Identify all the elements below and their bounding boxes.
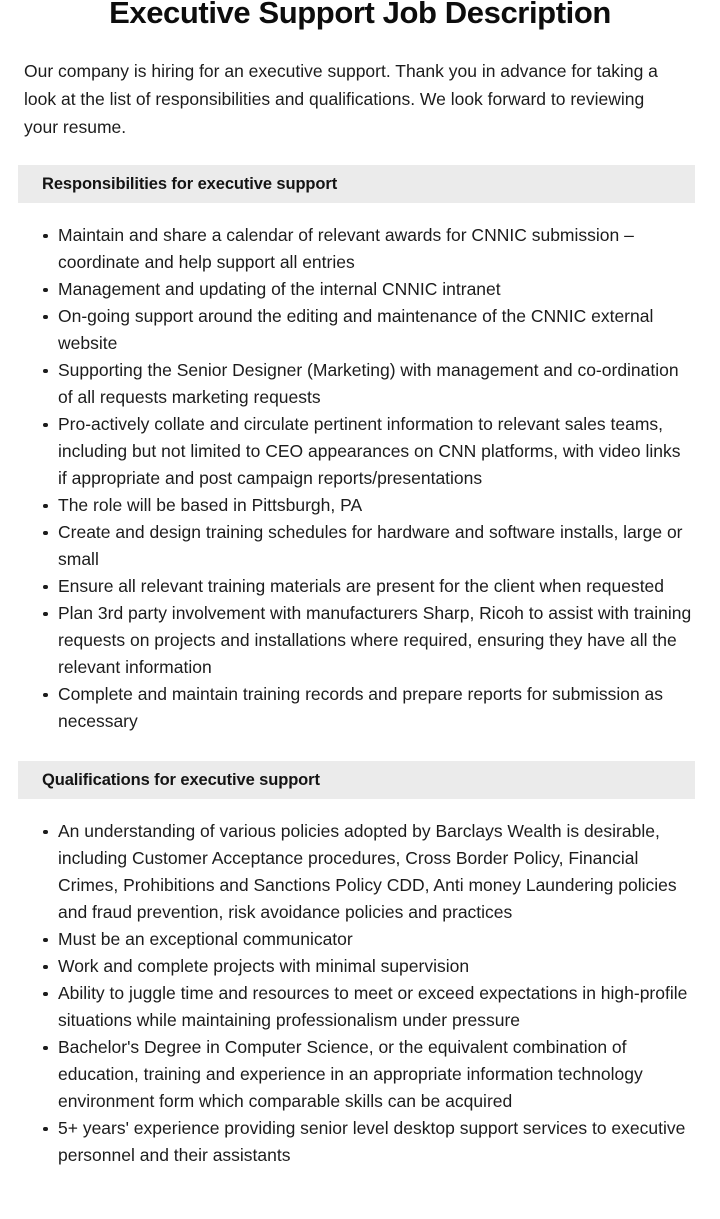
section-qualifications [0,761,720,1209]
page-title: Executive Support Job Description [109,0,611,30]
section-header-qualifications [18,761,695,799]
section-heading-qualifications: Qualifications for executive support [42,771,320,789]
list-item: Ensure all relevant training materials are present for the client when requested [43,573,692,600]
list-item: Bachelor's Degree in Computer Science, or the equivalent combination of education, training and experience in an appropriate information technology environment form which comparable skills can be acquired [43,1034,692,1115]
list-item: Create and design training schedules for hardware and software installs, large or small [43,519,692,573]
qualifications-list [0,799,720,1209]
responsibilities-list [0,203,720,737]
list-item: Maintain and share a calendar of relevant awards for CNNIC submission – coordinate and help support all entries [43,222,692,276]
list-item: Pro-actively collate and circulate pertinent information to relevant sales teams, including but not limited to CEO appearances on CNN platforms, with video links if appropriate and post campaign reports/presentations [43,411,692,492]
list-item: Supporting the Senior Designer (Marketing) with management and co-ordination of all requests marketing requests [43,357,692,411]
section-header-responsibilities [18,165,695,203]
list-item: Complete and maintain training records and prepare reports for submission as necessary [43,681,692,735]
list-item: Must be an exceptional communicator [43,926,692,953]
list-item: Management and updating of the internal CNNIC intranet [43,276,692,303]
list-item: Plan 3rd party involvement with manufacturers Sharp, Ricoh to assist with training requests on projects and installations where required, ensuring they have all the relevant information [43,600,692,681]
list-item: The role will be based in Pittsburgh, PA [43,492,692,519]
list-item: Ability to juggle time and resources to meet or exceed expectations in high-profile situations while maintaining professionalism under pressure [43,980,692,1034]
list-item: 5+ years' experience providing senior level desktop support services to executive personnel and their assistants [43,1115,692,1169]
section-heading-responsibilities: Responsibilities for executive support [42,175,338,193]
list-item: An understanding of various policies adopted by Barclays Wealth is desirable, including Customer Acceptance procedures, Cross Border Policy, Financial Crimes, Prohibitions and Sanctions Policy CDD, Anti money Laundering policies and fraud prevention, risk avoidance policies and practices [43,818,692,926]
section-responsibilities [0,165,720,737]
list-item: On-going support around the editing and maintenance of the CNNIC external website [43,303,692,357]
intro-paragraph: Our company is hiring for an executive support. Thank you in advance for taking a look at the list of responsibilities and qualifications. We look forward to reviewing your resume. [24,61,658,137]
list-item: Work and complete projects with minimal supervision [43,953,692,980]
